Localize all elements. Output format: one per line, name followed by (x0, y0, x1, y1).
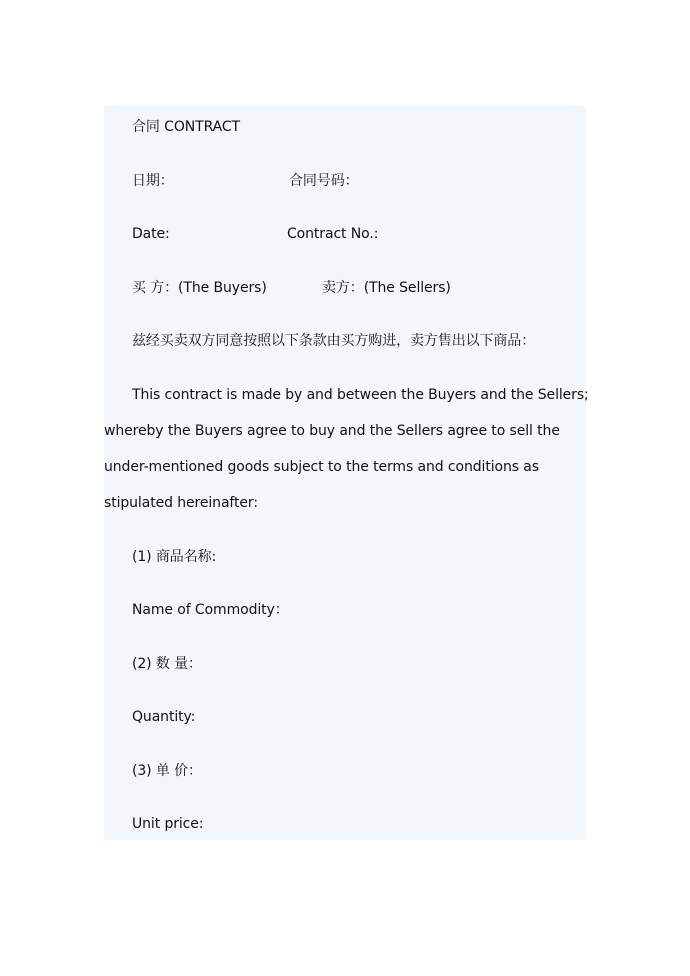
clause-1-cn: (1) 商品名称: (132, 549, 217, 565)
clause-2-en: Quantity: (132, 709, 196, 725)
intro-en-line-4: stipulated hereinafter: (104, 495, 258, 511)
intro-en-line-2: whereby the Buyers agree to buy and the Sellers agree to sell the (104, 423, 560, 439)
clause-2-cn: (2) 数 量： (132, 656, 202, 672)
date-en-label: Date: (132, 226, 170, 242)
contract-no-cn-label: 合同号码： (289, 173, 359, 189)
clause-1-en: Name of Commodity： (132, 602, 289, 618)
intro-en-line-3: under-mentioned goods subject to the terms and conditions as (104, 459, 539, 475)
clause-3-cn: (3) 单 价： (132, 763, 202, 779)
date-cn-label: 日期： (132, 173, 174, 189)
buyers-label: 买 方：(The Buyers) (132, 280, 267, 296)
sellers-label: 卖方：(The Sellers) (322, 280, 451, 296)
contract-no-en-label: Contract No.: (287, 226, 379, 242)
intro-en-line-1: This contract is made by and between the Buyers and the Sellers; (132, 387, 589, 403)
intro-cn: 兹经买卖双方同意按照以下条款由买方购进，卖方售出以下商品： (132, 333, 536, 349)
contract-title: 合同 CONTRACT (132, 119, 240, 135)
clause-3-en: Unit price: (132, 816, 204, 832)
